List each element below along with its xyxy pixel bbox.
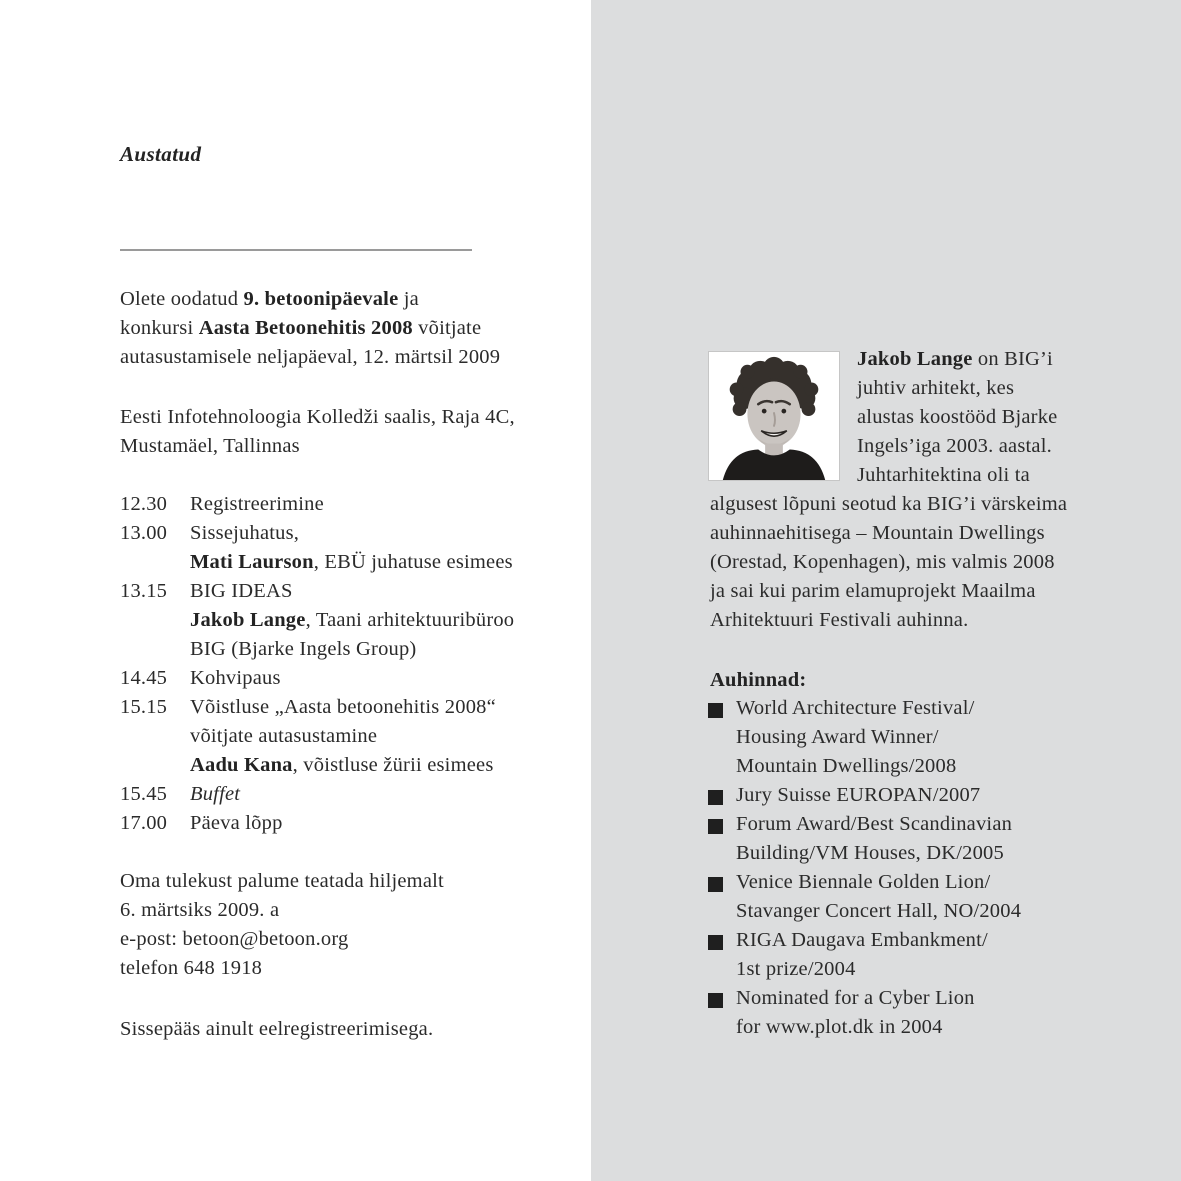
bio-line: ja sai kui parim elamuprojekt Maailma: [710, 580, 1036, 602]
bio-text-beside-photo: [857, 345, 1057, 490]
award-item: [708, 810, 1021, 868]
schedule-desc: Buffet: [190, 783, 241, 805]
schedule-row: [120, 548, 514, 577]
schedule-row: [120, 664, 514, 693]
bio-line: (Orestad, Kopenhagen), mis valmis 2008: [710, 551, 1055, 573]
award-line: Nominated for a Cyber Lion: [736, 987, 975, 1009]
schedule-time: 15.45: [120, 783, 168, 805]
bullet-square-icon: [708, 790, 723, 805]
award-line: for www.plot.dk in 2004: [736, 1016, 943, 1038]
schedule-desc: Mati Laurson, EBÜ juhatuse esimees: [190, 551, 513, 573]
venue-paragraph: [120, 403, 515, 461]
award-line: 1st prize/2004: [736, 958, 856, 980]
venue-line: Mustamäel, Tallinnas: [120, 435, 300, 457]
horizontal-divider: [120, 249, 472, 251]
schedule-time: [120, 751, 190, 780]
schedule-row: [120, 635, 514, 664]
bullet-square-icon: [708, 703, 723, 718]
award-line: Building/VM Houses, DK/2005: [736, 842, 1004, 864]
bullet-square-icon: [708, 819, 723, 834]
schedule-row: [120, 722, 514, 751]
schedule-desc: Jakob Lange, Taani arhitektuuribüroo: [190, 609, 515, 631]
bullet-square-icon: [708, 877, 723, 892]
schedule-time: [120, 548, 190, 577]
person-name: Jakob Lange: [857, 348, 973, 370]
schedule-row: [120, 490, 514, 519]
rsvp-line: 6. märtsiks 2009. a: [120, 899, 280, 921]
schedule-time: 13.15: [120, 580, 168, 602]
schedule-desc: Sissejuhatus,: [190, 522, 300, 544]
award-line: RIGA Daugava Embankment/: [736, 929, 988, 951]
schedule-desc: Registreerimine: [190, 493, 324, 515]
award-line: Jury Suisse EUROPAN/2007: [736, 784, 981, 806]
invitation-paragraph: [120, 285, 500, 372]
bullet-square-icon: [708, 935, 723, 950]
schedule-row: [120, 606, 514, 635]
schedule-time: 15.15: [120, 696, 168, 718]
portrait-illustration: [709, 352, 839, 480]
schedule-desc: Aadu Kana, võistluse žürii esimees: [190, 754, 494, 776]
schedule-desc: Võistluse „Aasta betoonehitis 2008“: [190, 696, 496, 718]
awards-list: [708, 694, 1021, 1042]
bio-line: Jakob Lange on BIG’i: [857, 348, 1053, 370]
salutation-heading: Austatud: [120, 142, 202, 166]
award-line: World Architecture Festival/: [736, 697, 975, 719]
bio-line: alustas koostööd Bjarke: [857, 406, 1058, 428]
award-item: [708, 868, 1021, 926]
intro-line: autasustamisele neljapäeval, 12. märtsil 2009: [120, 346, 501, 368]
schedule-time: [120, 606, 190, 635]
schedule-desc: BIG (Bjarke Ingels Group): [190, 638, 417, 660]
schedule-time: 12.30: [120, 493, 168, 515]
bio-line: Ingels’iga 2003. aastal.: [857, 435, 1052, 457]
rsvp-paragraph: [120, 867, 444, 983]
schedule-desc: BIG IDEAS: [190, 580, 293, 602]
rsvp-line-email: e-post: betoon@betoon.org: [120, 928, 349, 950]
award-item: [708, 926, 1021, 984]
schedule-row: [120, 577, 514, 606]
right-gray-panel: [591, 0, 1181, 1181]
schedule-time: 17.00: [120, 812, 168, 834]
contest-name: Aasta Betoonehitis 2008: [198, 317, 413, 339]
schedule-time: [120, 635, 190, 664]
schedule-list: [120, 490, 514, 838]
bio-line: Juhtarhitektina oli ta: [857, 464, 1030, 486]
bullet-square-icon: [708, 993, 723, 1008]
award-line: Mountain Dwellings/2008: [736, 755, 957, 777]
schedule-desc: võitjate autasustamine: [190, 725, 378, 747]
rsvp-line: Oma tulekust palume teatada hiljemalt: [120, 870, 444, 892]
award-line: Forum Award/Best Scandinavian: [736, 813, 1013, 835]
award-line: Stavanger Concert Hall, NO/2004: [736, 900, 1022, 922]
schedule-time: 14.45: [120, 667, 168, 689]
schedule-desc: Kohvipaus: [190, 667, 281, 689]
rsvp-line-phone: telefon 648 1918: [120, 957, 263, 979]
award-line: Housing Award Winner/: [736, 726, 939, 748]
schedule-desc: Päeva lõpp: [190, 812, 283, 834]
award-item: [708, 781, 1021, 810]
schedule-row: [120, 780, 514, 809]
schedule-row: [120, 751, 514, 780]
bio-text-full-width: [710, 490, 1067, 635]
event-name: 9. betoonipäevale: [243, 288, 399, 310]
bio-line: Arhitektuuri Festivali auhinna.: [710, 609, 969, 631]
intro-line: konkursi Aasta Betoonehitis 2008 võitjate: [120, 317, 482, 339]
schedule-time: [120, 722, 190, 751]
awards-heading: Auhinnad:: [710, 669, 807, 691]
portrait-photo-jakob-lange: [708, 351, 840, 481]
award-item: [708, 984, 1021, 1042]
bio-line: algusest lõpuni seotud ka BIG’i värskeima: [710, 493, 1068, 515]
entry-note: Sissepääs ainult eelregistreerimisega.: [120, 1018, 434, 1040]
award-line: Venice Biennale Golden Lion/: [736, 871, 991, 893]
award-item: [708, 694, 1021, 781]
schedule-row: [120, 809, 514, 838]
schedule-row: [120, 693, 514, 722]
intro-line: Olete oodatud 9. betoonipäevale ja: [120, 288, 419, 310]
bio-line: juhtiv arhitekt, kes: [857, 377, 1015, 399]
schedule-row: [120, 519, 514, 548]
venue-line: Eesti Infotehnoloogia Kolledži saalis, Raja 4C,: [120, 406, 515, 428]
bio-line: auhinnaehitisega – Mountain Dwellings: [710, 522, 1045, 544]
schedule-time: 13.00: [120, 522, 168, 544]
